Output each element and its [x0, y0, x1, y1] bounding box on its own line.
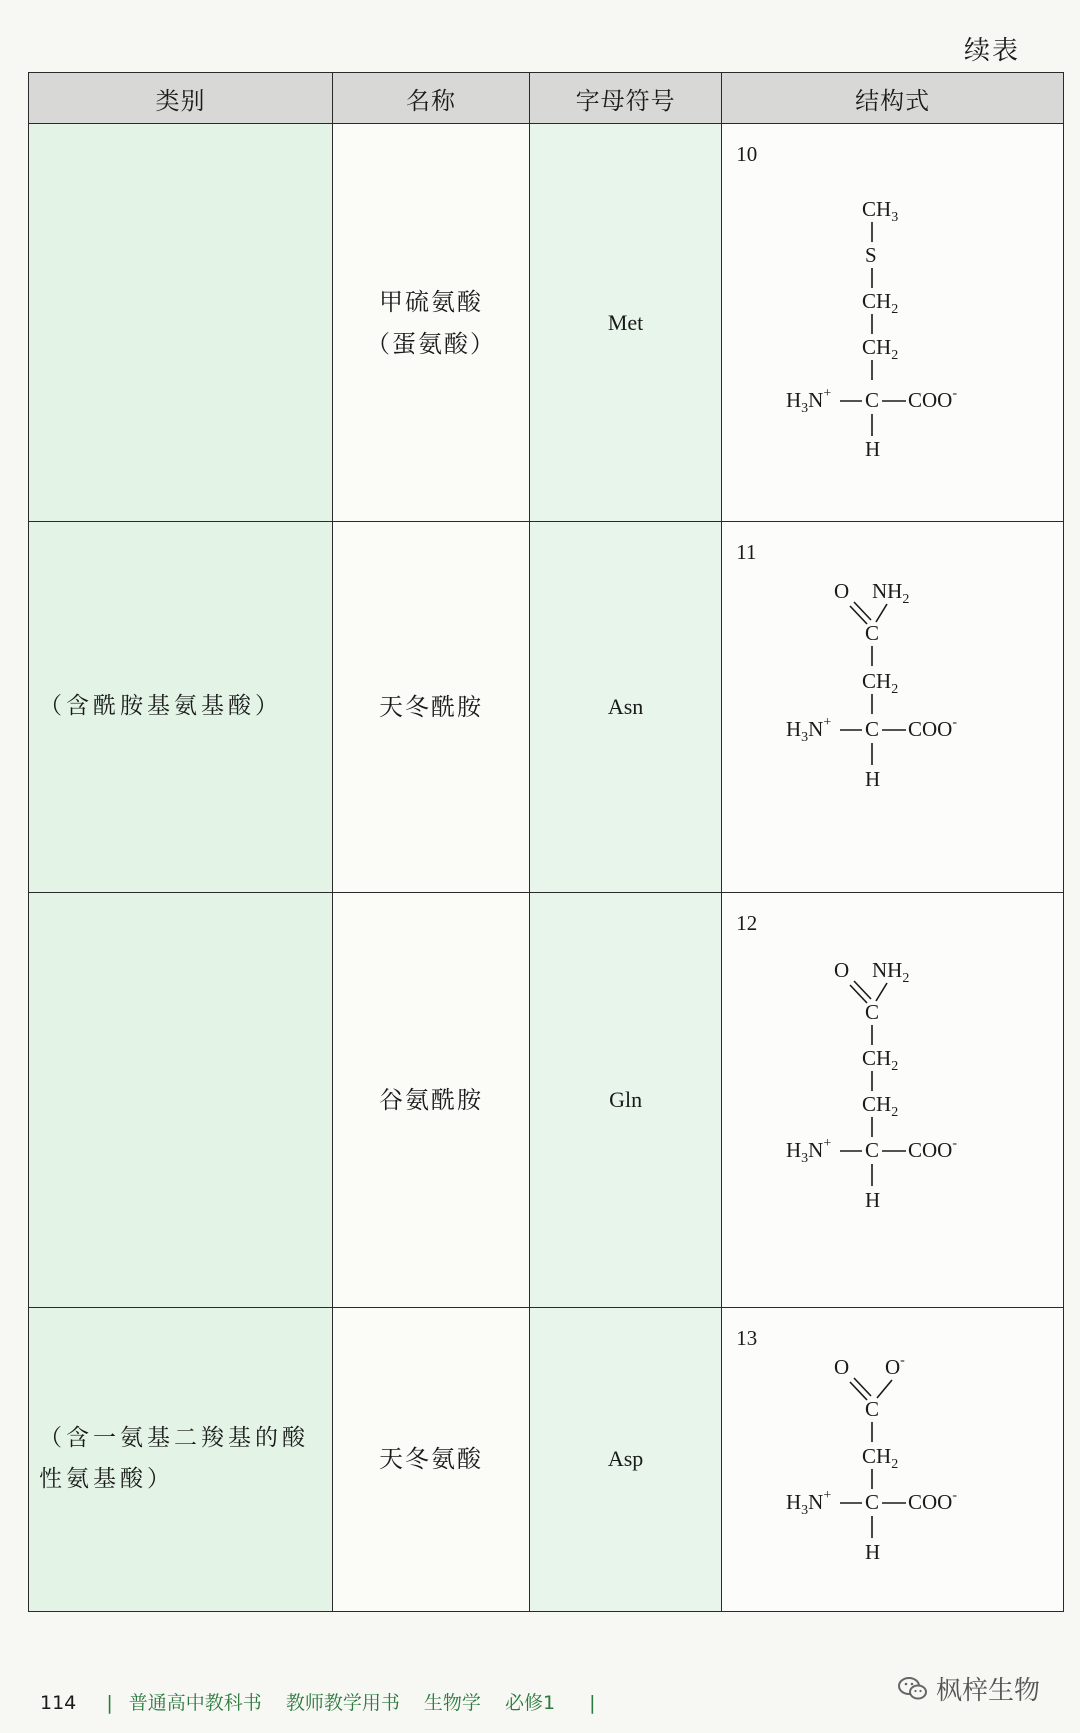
- formula-h: H: [865, 1539, 881, 1564]
- formula-c: C: [865, 1489, 880, 1514]
- formula-c: C: [865, 999, 880, 1024]
- header-abbr: 字母符号: [529, 73, 721, 124]
- formula-coo: COO-: [908, 1487, 958, 1514]
- formula-coo: COO-: [908, 715, 958, 742]
- formula-h3n: $H_3N^+$: [786, 386, 832, 416]
- formula-coo: COO-: [908, 386, 958, 412]
- structure-cell: [722, 1307, 1064, 1611]
- category-cell: [29, 892, 333, 1307]
- watermark-text: 枫梓生物: [935, 1676, 1040, 1706]
- formula-nh2: $NH_2$: [872, 957, 910, 986]
- name-text: 谷氨酰胺: [378, 1085, 483, 1114]
- table-row: [29, 1307, 1064, 1611]
- name-text: 天冬酰胺: [378, 692, 483, 721]
- abbr-cell: Asp: [529, 1307, 721, 1611]
- header-structure: 结构式: [722, 73, 1064, 124]
- header-name: 名称: [333, 73, 530, 124]
- footer-volume: 必修1: [504, 1692, 556, 1714]
- header-category: 类别: [29, 73, 333, 124]
- table-row: [29, 522, 1064, 892]
- formula-nh2: $NH_2$: [872, 579, 910, 608]
- category-text: （含酰胺基氨基酸）: [39, 693, 282, 720]
- structure-cell: [722, 124, 1064, 522]
- bond: [854, 1378, 871, 1396]
- structure-number: 13: [736, 1325, 758, 1350]
- name-text: 天冬氨酸: [378, 1445, 483, 1474]
- bond: [876, 983, 887, 1001]
- formula-c: C: [865, 621, 880, 646]
- name-cell: [333, 522, 530, 892]
- structure-number: 10: [736, 142, 758, 166]
- structure-cell: [722, 892, 1064, 1307]
- formula-coo: COO-: [908, 1135, 958, 1162]
- category-cell: [29, 124, 333, 522]
- page-number: 114: [40, 1692, 77, 1714]
- footer-type: 教师教学用书: [285, 1692, 400, 1714]
- structure-number: 11: [736, 540, 757, 565]
- abbr-cell: Met: [529, 124, 721, 522]
- formula-h: H: [865, 437, 881, 461]
- wechat-icon: [898, 1676, 928, 1702]
- formula-ch2: $CH_2$: [862, 1443, 899, 1472]
- structure-number: 12: [736, 910, 758, 935]
- bond: [877, 1380, 892, 1398]
- name-cell: [333, 892, 530, 1307]
- formula-o: O: [834, 579, 850, 604]
- amino-acid-table: [28, 72, 1064, 1612]
- footer-separator: |: [106, 1692, 113, 1714]
- name-cell: [333, 124, 530, 522]
- structure-cell: [722, 522, 1064, 892]
- formula-o: O: [834, 1354, 850, 1379]
- formula-h: H: [865, 767, 881, 792]
- bond: [854, 602, 871, 620]
- table-header-row: [29, 73, 1064, 124]
- formula-h3n: $H_3N^+$: [786, 1135, 832, 1166]
- abbr-cell: Asn: [529, 522, 721, 892]
- formula-c: C: [865, 717, 880, 742]
- formula-h3n: $H_3N^+$: [786, 1487, 832, 1518]
- gln-structure-formula: [722, 893, 1031, 1279]
- asp-structure-formula: [722, 1308, 1031, 1590]
- formula-h: H: [865, 1187, 881, 1212]
- abbr-cell: Gln: [529, 892, 721, 1307]
- category-text: （含一氨基二羧基的酸性氨基酸）: [39, 1425, 309, 1493]
- formula-c: C: [865, 1137, 880, 1162]
- name-text: 甲硫氨酸: [378, 287, 483, 316]
- formula-ch2: $CH_2$: [862, 1045, 899, 1074]
- formula-ch2: $CH_2$: [862, 335, 899, 363]
- category-cell: [29, 1307, 333, 1611]
- table-row: [29, 124, 1064, 522]
- footer-subject: 生物学: [423, 1692, 481, 1714]
- bond: [876, 604, 887, 622]
- footer-series: 普通高中教科书: [128, 1692, 262, 1714]
- formula-ch2: $CH_2$: [862, 669, 899, 698]
- formula-o-minus: O-: [885, 1352, 906, 1379]
- formula-c: C: [865, 388, 880, 412]
- bond: [854, 981, 871, 999]
- asn-structure-formula: [722, 522, 1031, 866]
- category-cell: [29, 522, 333, 892]
- met-structure-formula: [722, 124, 1031, 494]
- formula-s: S: [865, 243, 877, 267]
- name-alias: （蛋氨酸）: [365, 329, 496, 358]
- name-cell: [333, 1307, 530, 1611]
- formula-ch2: $CH_2$: [862, 289, 899, 317]
- formula-h3n: $H_3N^+$: [786, 715, 832, 746]
- formula-ch3: $CH_3$: [862, 197, 899, 225]
- page-footer: [40, 1688, 606, 1715]
- continued-label: 续表: [963, 36, 1020, 66]
- formula-ch2: $CH_2$: [862, 1091, 899, 1120]
- watermark: [898, 1670, 1040, 1707]
- formula-c: C: [865, 1396, 880, 1421]
- table-row: [29, 892, 1064, 1307]
- formula-o: O: [834, 957, 850, 982]
- footer-separator: |: [589, 1692, 596, 1714]
